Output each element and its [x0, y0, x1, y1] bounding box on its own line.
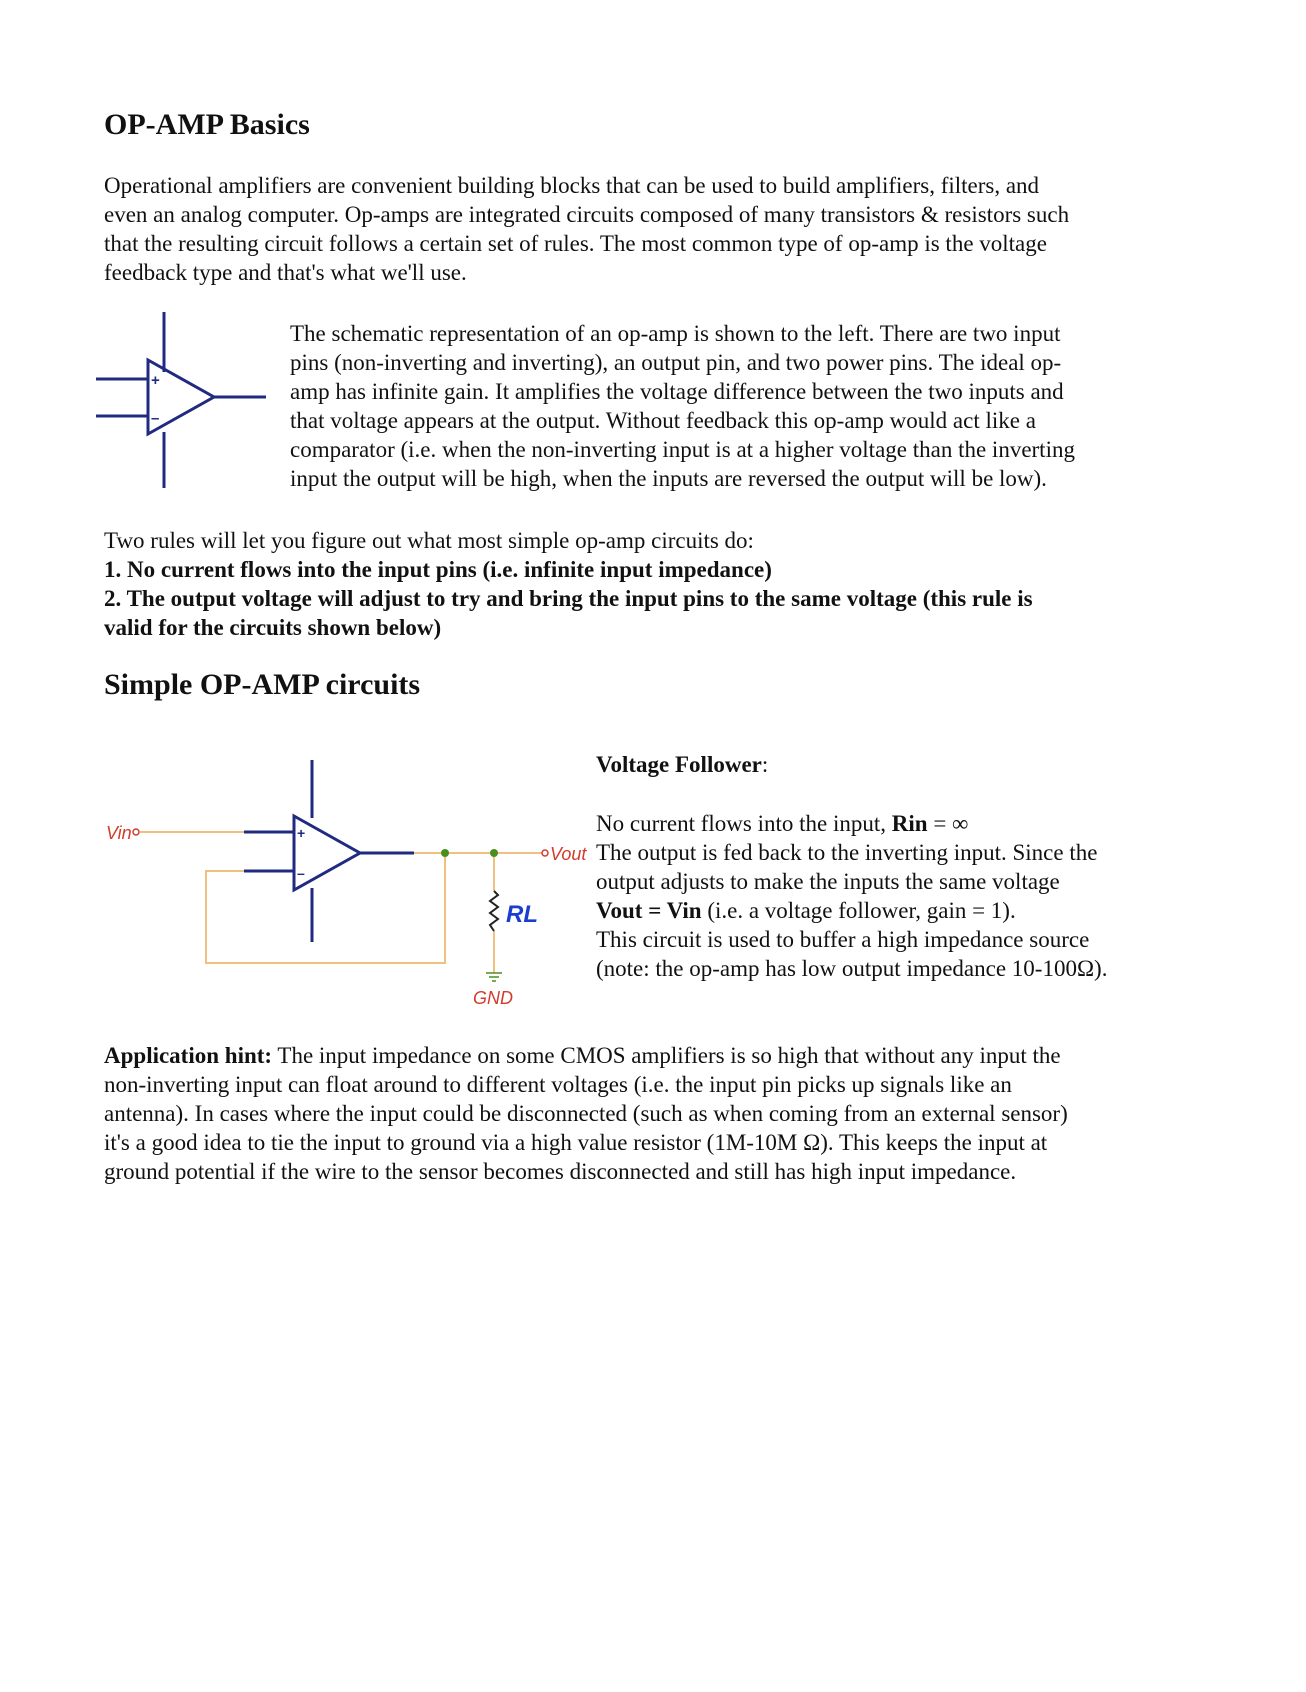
opamp-symbol-diagram	[90, 312, 280, 492]
load-resistor	[490, 891, 498, 931]
vout-equals-vin: Vout = Vin	[596, 898, 702, 923]
section-title-simple-circuits: Simple OP-AMP circuits	[104, 668, 421, 701]
hint-line: antenna). In cases where the input could be disconnected (such as when coming from an external sensor)	[104, 1101, 1068, 1126]
follower-line: The output is fed back to the inverting input. Since the	[596, 840, 1098, 865]
hint-line: it's a good idea to tie the input to ground via a high value resistor (1M-10M Ω). This keeps the input at	[104, 1130, 1048, 1155]
feedback-wire	[206, 853, 445, 963]
rules-block	[104, 526, 1033, 642]
rules-intro: Two rules will let you figure out what most simple op-amp circuits do:	[104, 528, 754, 553]
hint-line: ground potential if the wire to the sensor becomes disconnected and still has high input impedance.	[104, 1159, 1017, 1184]
minus-sign: –	[297, 865, 305, 881]
intro-paragraph	[104, 171, 1069, 287]
vin-label: Vin	[106, 823, 132, 843]
intro-line: feedback type and that's what we'll use.	[104, 260, 467, 285]
rl-node	[490, 849, 498, 857]
hint-line1-text: The input impedance on some CMOS amplifiers is so high that without any input the	[272, 1043, 1061, 1068]
rin-term: Rin	[891, 811, 928, 836]
follower-line: This circuit is used to buffer a high impedance source	[596, 927, 1090, 952]
follower-heading-text: Voltage Follower	[596, 752, 762, 777]
symbol-desc-line: amp has infinite gain. It amplifies the voltage difference between the two inputs and	[290, 379, 1064, 404]
symbol-desc-line: The schematic representation of an op-amp is shown to the left. There are two input	[290, 321, 1061, 346]
rule-2-continued: valid for the circuits shown below)	[104, 615, 442, 640]
symbol-desc-line: that voltage appears at the output. Without feedback this op-amp would act like a	[290, 408, 1036, 433]
rule-1: 1. No current flows into the input pins (i.e. infinite input impedance)	[104, 557, 772, 582]
symbol-desc-line: pins (non-inverting and inverting), an output pin, and two power pins. The ideal op-	[290, 350, 1062, 375]
hint-line: non-inverting input can float around to different voltages (i.e. the input pin picks up signals like an	[104, 1072, 1012, 1097]
application-hint	[104, 1041, 1068, 1186]
rule-2: 2. The output voltage will adjust to try and bring the input pins to the same voltage (this rule is	[104, 586, 1033, 611]
gnd-label: GND	[473, 988, 513, 1008]
follower-line	[596, 809, 1107, 838]
plus-sign: +	[297, 825, 306, 841]
voltage-follower-description	[596, 809, 1107, 983]
follower-line4-text: (i.e. a voltage follower, gain = 1).	[701, 898, 1016, 923]
output-node	[441, 849, 449, 857]
follower-line: output adjusts to make the inputs the same voltage	[596, 869, 1060, 894]
hint-label: Application hint:	[104, 1043, 273, 1068]
rl-label: RL	[506, 901, 538, 928]
vout-label: Vout	[550, 844, 587, 864]
symbol-desc-line: input the output will be high, when the inputs are reversed the output will be low).	[290, 466, 1047, 491]
follower-line	[596, 896, 1107, 925]
voltage-follower-circuit	[100, 760, 600, 1025]
intro-line: Operational amplifiers are convenient building blocks that can be used to build amplifiers, filters, and	[104, 173, 1040, 198]
voltage-follower-heading	[596, 750, 768, 779]
section-title-opamp-basics: OP-AMP Basics	[104, 108, 310, 141]
follower-line1-text: No current flows into the input,	[596, 811, 892, 836]
minus-sign: –	[151, 410, 160, 427]
ground-icon	[486, 973, 502, 981]
vout-terminal	[542, 850, 548, 856]
rin-value: = ∞	[927, 811, 969, 836]
plus-sign: +	[151, 372, 160, 389]
follower-line: (note: the op-amp has low output impedance 10-100Ω).	[596, 956, 1108, 981]
follower-heading-colon: :	[761, 752, 769, 777]
intro-line: even an analog computer. Op-amps are integrated circuits composed of many transistors & resistors such	[104, 202, 1070, 227]
intro-line: that the resulting circuit follows a certain set of rules. The most common type of op-amp is the voltage	[104, 231, 1047, 256]
symbol-description	[290, 319, 1075, 493]
vin-terminal	[133, 829, 139, 835]
hint-line	[104, 1041, 1068, 1070]
symbol-desc-line: comparator (i.e. when the non-inverting input is at a higher voltage than the inverting	[290, 437, 1075, 462]
